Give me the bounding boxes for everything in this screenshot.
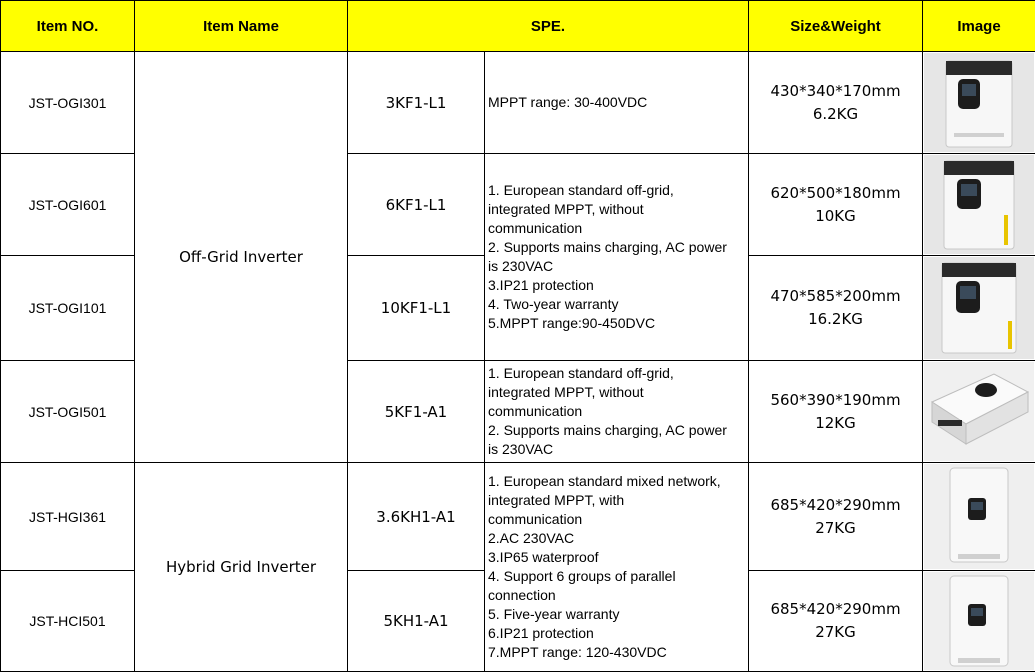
size-weight-cell [749,154,923,256]
weight-text: 27KG [749,621,922,644]
model-cell: 3.6KH1-A1 [348,463,485,571]
spec-line: 5. Five-year warranty [488,605,748,624]
spec-line: 7.MPPT range: 120-430VDC [488,643,748,662]
product-image [923,256,1035,361]
header-image: Image [923,1,1035,52]
header-size-weight: Size&Weight [749,1,923,52]
spec-line: 1. European standard off-grid, [488,364,748,383]
spec-line: communication [488,219,748,238]
weight-text: 16.2KG [749,308,922,331]
spec-line: is 230VAC [488,440,748,459]
weight-text: 27KG [749,517,922,540]
model-cell: 5KF1-A1 [348,361,485,463]
item-no-cell: JST-OGI101 [1,256,135,361]
weight-text: 6.2KG [749,103,922,126]
spec-cell [485,52,749,154]
item-no-cell: JST-OGI501 [1,361,135,463]
group-off-grid: Off-Grid Inverter [135,52,348,463]
product-image [923,571,1035,672]
wall-inverter-photo-icon [924,53,1034,152]
spec-line: MPPT range: 30-400VDC [488,93,748,112]
header-item-no: Item NO. [1,1,135,52]
model-cell: 10KF1-L1 [348,256,485,361]
wall-inverter-photo-icon [924,155,1034,254]
spec-line: integrated MPPT, with [488,491,748,510]
size-text: 430*340*170mm [749,80,922,103]
spec-line: communication [488,402,748,421]
size-weight-cell [749,52,923,154]
header-row [1,1,1035,52]
size-text: 685*420*290mm [749,598,922,621]
size-text: 620*500*180mm [749,182,922,205]
table-row [1,52,1035,154]
item-no-cell: JST-HGI361 [1,463,135,571]
size-text: 685*420*290mm [749,494,922,517]
group-hybrid: Hybrid Grid Inverter [135,463,348,672]
spec-cell [485,361,749,463]
size-weight-cell [749,361,923,463]
product-image [923,361,1035,463]
item-no-cell: JST-OGI301 [1,52,135,154]
spec-line: is 230VAC [488,257,748,276]
spec-line: integrated MPPT, without [488,383,748,402]
tall-inverter-photo-icon [924,572,1034,670]
size-weight-cell [749,256,923,361]
weight-text: 10KG [749,205,922,228]
item-no-cell: JST-OGI601 [1,154,135,256]
item-no-cell: JST-HCI501 [1,571,135,672]
spec-line: 2. Supports mains charging, AC power [488,421,748,440]
spec-cell [485,154,749,361]
size-weight-cell [749,463,923,571]
size-text: 560*390*190mm [749,389,922,412]
tall-inverter-photo-icon [924,464,1034,569]
spec-line: 3.IP21 protection [488,276,748,295]
spec-cell [485,463,749,672]
spec-line: 4. Two-year warranty [488,295,748,314]
spec-line: 2. Supports mains charging, AC power [488,238,748,257]
wall-inverter-photo-icon [924,257,1034,359]
model-cell: 6KF1-L1 [348,154,485,256]
spec-line: 4. Support 6 groups of parallel [488,567,748,586]
spec-line: 1. European standard off-grid, [488,181,748,200]
product-image [923,154,1035,256]
table-row [1,463,1035,571]
weight-text: 12KG [749,412,922,435]
spec-line: communication [488,510,748,529]
spec-line: integrated MPPT, without [488,200,748,219]
flat-inverter-photo-icon [924,362,1034,461]
spec-line: 1. European standard mixed network, [488,472,748,491]
product-image [923,463,1035,571]
header-spe: SPE. [348,1,749,52]
size-weight-cell [749,571,923,672]
size-text: 470*585*200mm [749,285,922,308]
spec-line: 5.MPPT range:90-450DVC [488,314,748,333]
header-item-name: Item Name [135,1,348,52]
spec-line: 2.AC 230VAC [488,529,748,548]
model-cell: 5KH1-A1 [348,571,485,672]
spec-line: 6.IP21 protection [488,624,748,643]
product-image [923,52,1035,154]
model-cell: 3KF1-L1 [348,52,485,154]
spec-line: 3.IP65 waterproof [488,548,748,567]
spec-line: connection [488,586,748,605]
